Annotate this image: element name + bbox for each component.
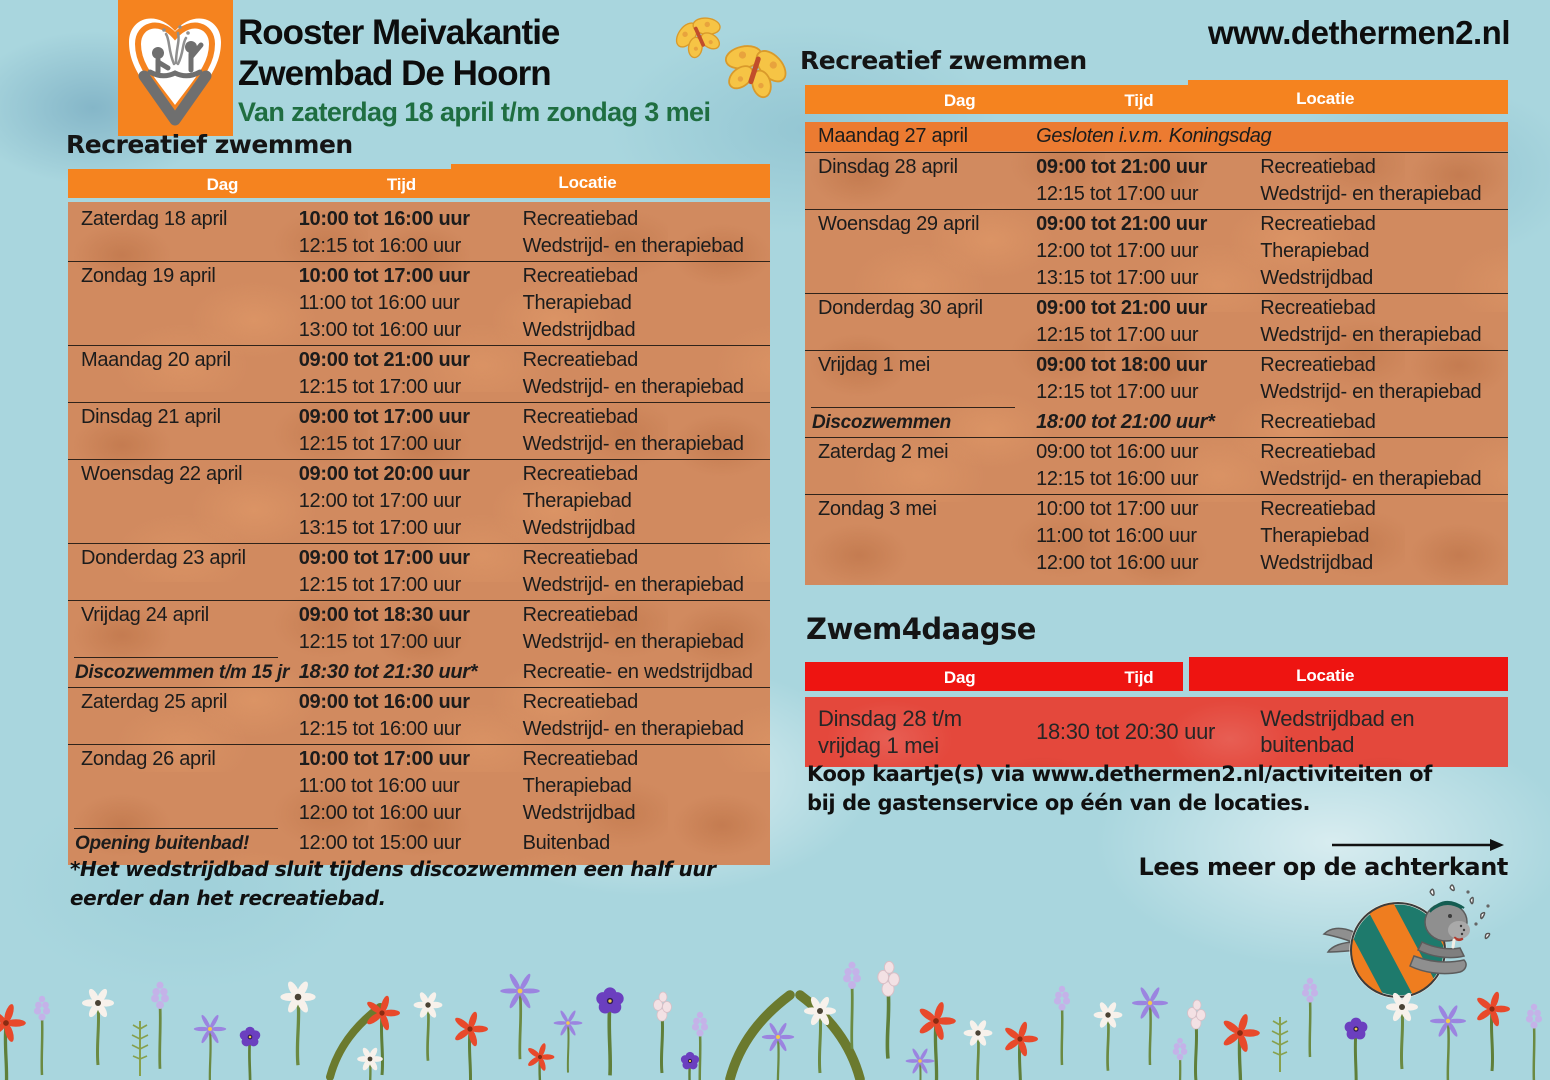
row-separator: [805, 494, 1508, 495]
zwem4daagse-day-line2: vrijdag 1 mei: [818, 733, 939, 758]
time-cell: 09:00 tot 18:30 uur: [298, 604, 470, 626]
column-header-tijd: Tijd: [1124, 668, 1154, 687]
time-cell: 12:00 tot 15:00 uur: [298, 832, 461, 854]
location-cell: Therapiebad: [522, 490, 632, 512]
schedule-row: [805, 466, 1508, 493]
location-cell: Recreatiebad: [1260, 297, 1376, 319]
day-cell: Zondag 19 april: [81, 265, 216, 287]
day-cell: Vrijdag 24 april: [81, 604, 209, 626]
location-cell: Wedstrijd- en therapiebad: [522, 718, 744, 740]
schedule-row: [68, 602, 770, 629]
location-cell: Wedstrijdbad: [1260, 267, 1373, 289]
location-cell: Recreatiebad: [1260, 411, 1376, 433]
time-cell: 12:15 tot 17:00 uur: [298, 574, 461, 596]
row-separator: [68, 261, 770, 262]
location-cell: Recreatiebad: [522, 748, 638, 770]
location-cell: Recreatiebad: [1260, 354, 1376, 376]
time-cell: 12:15 tot 17:00 uur: [298, 433, 461, 455]
location-cell: Wedstrijdbad: [522, 319, 636, 341]
time-cell: 09:00 tot 18:00 uur: [1036, 354, 1208, 376]
location-cell: Recreatiebad: [522, 208, 638, 230]
day-cell: Dinsdag 21 april: [81, 406, 221, 428]
row-separator: [811, 407, 1015, 408]
row-separator: [68, 543, 770, 544]
time-cell: 18:00 tot 21:00 uur*: [1036, 411, 1215, 433]
title-line-2: Zwembad De Hoorn: [238, 54, 551, 93]
left-section-heading: Recreatief zwemmen: [66, 130, 353, 159]
location-cell: Therapiebad: [522, 775, 632, 797]
row-separator: [805, 209, 1508, 210]
time-cell: 13:00 tot 16:00 uur: [298, 319, 461, 341]
zwem4daagse-row: [805, 697, 1508, 767]
schedule-row: [805, 154, 1508, 181]
time-cell: 12:15 tot 17:00 uur: [298, 376, 461, 398]
schedule-row: [805, 238, 1508, 265]
column-header-locatie: Locatie: [1296, 666, 1355, 685]
right-table-header: [805, 80, 1508, 114]
read-more-text: Lees meer op de achterkant: [1138, 853, 1508, 881]
time-cell: 12:15 tot 16:00 uur: [298, 718, 461, 740]
day-cell: Zaterdag 25 april: [81, 691, 228, 713]
column-header-tijd: Tijd: [386, 175, 416, 194]
schedule-row: [68, 206, 770, 233]
row-separator: [74, 657, 278, 658]
day-cell: Dinsdag 28 april: [818, 156, 958, 178]
schedule-row: [68, 572, 770, 599]
schedule-row: [68, 374, 770, 401]
right-table-body: [805, 122, 1508, 585]
time-cell: 18:30 tot 21:30 uur*: [298, 661, 478, 683]
schedule-row: [68, 515, 770, 542]
location-cell: Recreatiebad: [1260, 213, 1376, 235]
schedule-row: [805, 211, 1508, 238]
row-separator: [805, 350, 1508, 351]
time-cell: 10:00 tot 16:00 uur: [298, 208, 470, 230]
column-header-locatie: Locatie: [1296, 89, 1355, 108]
day-cell: Zaterdag 2 mei: [818, 441, 949, 463]
schedule-row: [805, 550, 1508, 577]
schedule-row: [805, 265, 1508, 292]
time-cell: 09:00 tot 17:00 uur: [298, 547, 470, 569]
time-cell: 12:15 tot 16:00 uur: [298, 235, 461, 257]
time-cell: 12:00 tot 17:00 uur: [298, 490, 461, 512]
closed-note-cell: Gesloten i.v.m. Koningsdag: [1036, 125, 1272, 147]
schedule-row: [68, 659, 770, 686]
time-cell: 09:00 tot 21:00 uur: [298, 349, 470, 371]
location-cell: Therapiebad: [1260, 240, 1370, 262]
title-line-1: Rooster Meivakantie: [238, 13, 560, 52]
zwem4daagse-header: [805, 657, 1508, 691]
day-cell: Maandag 20 april: [81, 349, 231, 371]
time-cell: 11:00 tot 16:00 uur: [298, 775, 460, 797]
location-cell: Recreatiebad: [1260, 156, 1376, 178]
schedule-row: [68, 746, 770, 773]
schedule-row: [68, 629, 770, 656]
time-cell: 12:15 tot 17:00 uur: [1036, 183, 1199, 205]
schedule-row: [805, 439, 1508, 466]
day-cell: Discozwemmen: [812, 411, 951, 433]
row-separator: [68, 687, 770, 688]
heart-swimmers-logo: [118, 0, 233, 136]
column-header-dag: Dag: [943, 91, 976, 110]
location-cell: Wedstrijd- en therapiebad: [522, 631, 744, 653]
zwem4daagse-day: [805, 705, 1032, 759]
day-cell: Zondag 26 april: [81, 748, 216, 770]
day-cell: Donderdag 23 april: [81, 547, 246, 569]
zwem4daagse-location: Wedstrijdbad en buitenbad: [1260, 706, 1415, 757]
schedule-row: [805, 295, 1508, 322]
schedule-row: [68, 290, 770, 317]
schedule-row: [68, 545, 770, 572]
wildflower-meadow: [0, 945, 1550, 1080]
zwem4daagse-time: 18:30 tot 20:30 uur: [1036, 719, 1216, 744]
schedule-row: [68, 830, 770, 857]
location-cell: Buitenbad: [522, 832, 610, 854]
location-cell: Wedstrijd- en therapiebad: [1260, 468, 1482, 490]
location-cell: Recreatiebad: [522, 265, 638, 287]
location-cell: Recreatiebad: [1260, 441, 1376, 463]
disco-footnote: *Het wedstrijdbad sluit tijdens discozwemmen een half uur eerder dan het recreatiebad.: [70, 857, 716, 910]
location-cell: Wedstrijd- en therapiebad: [522, 433, 744, 455]
zwem4daagse-day-line1: Dinsdag 28 t/m: [818, 706, 962, 731]
time-cell: 09:00 tot 16:00 uur: [298, 691, 470, 713]
left-table-body: [68, 202, 770, 865]
time-cell: 10:00 tot 17:00 uur: [298, 265, 470, 287]
schedule-row: [805, 409, 1508, 436]
day-cell: Maandag 27 april: [818, 125, 968, 147]
row-separator: [805, 293, 1508, 294]
location-cell: Wedstrijd- en therapiebad: [522, 574, 744, 596]
time-cell: 09:00 tot 17:00 uur: [298, 406, 470, 428]
row-separator: [805, 152, 1508, 153]
schedule-row: [68, 773, 770, 800]
time-cell: 09:00 tot 21:00 uur: [1036, 156, 1208, 178]
day-cell: Zaterdag 18 april: [81, 208, 228, 230]
time-cell: 12:00 tot 17:00 uur: [1036, 240, 1199, 262]
schedule-row: [805, 352, 1508, 379]
day-cell: Woensdag 29 april: [818, 213, 980, 235]
location-cell: Wedstrijd- en therapiebad: [1260, 324, 1482, 346]
schedule-row-closed: [805, 122, 1508, 151]
location-cell: Recreatiebad: [1260, 498, 1376, 520]
day-cell: Zondag 3 mei: [818, 498, 937, 520]
location-cell: Recreatiebad: [522, 463, 638, 485]
time-cell: 12:15 tot 16:00 uur: [1036, 468, 1199, 490]
day-cell: Woensdag 22 april: [81, 463, 243, 485]
ticket-info-text: Koop kaartje(s) via www.dethermen2.nl/activiteiten of bij de gastenservice op één van de locaties.: [807, 762, 1432, 815]
location-cell: Wedstrijd- en therapiebad: [1260, 183, 1482, 205]
location-cell: Wedstrijd- en therapiebad: [522, 376, 744, 398]
time-cell: 13:15 tot 17:00 uur: [1036, 267, 1199, 289]
location-cell: Recreatiebad: [522, 691, 638, 713]
time-cell: 12:15 tot 17:00 uur: [1036, 381, 1199, 403]
butterflies-icon: [666, 6, 794, 112]
schedule-row: [68, 689, 770, 716]
row-separator: [74, 828, 278, 829]
left-schedule-table: [68, 164, 770, 865]
location-cell: Wedstrijdbad: [522, 517, 636, 539]
location-cell: Recreatiebad: [522, 406, 638, 428]
time-cell: 09:00 tot 16:00 uur: [1036, 441, 1199, 463]
schedule-row: [68, 233, 770, 260]
location-cell: Wedstrijd- en therapiebad: [522, 235, 744, 257]
location-cell: Wedstrijdbad: [1260, 552, 1373, 574]
schedule-row: [805, 181, 1508, 208]
schedule-row: [68, 317, 770, 344]
row-separator: [68, 744, 770, 745]
column-header-dag: Dag: [943, 668, 976, 687]
zwem4daagse-table: [805, 657, 1508, 767]
location-cell: Therapiebad: [1260, 525, 1370, 547]
row-separator: [68, 459, 770, 460]
time-cell: 13:15 tot 17:00 uur: [298, 517, 461, 539]
location-cell: Recreatiebad: [522, 547, 638, 569]
location-cell: Recreatie- en wedstrijdbad: [522, 661, 753, 683]
schedule-row: [805, 379, 1508, 406]
time-cell: 11:00 tot 16:00 uur: [1036, 525, 1197, 547]
day-cell: Discozwemmen t/m 15 jr: [75, 661, 290, 683]
row-separator: [68, 600, 770, 601]
website-link[interactable]: www.dethermen2.nl: [1207, 14, 1510, 51]
day-cell: Donderdag 30 april: [818, 297, 983, 319]
schedule-row: [68, 488, 770, 515]
time-cell: 12:15 tot 17:00 uur: [1036, 324, 1199, 346]
schedule-row: [68, 347, 770, 374]
right-section-heading: Recreatief zwemmen: [800, 46, 1087, 75]
time-cell: 09:00 tot 20:00 uur: [298, 463, 470, 485]
schedule-row: [68, 800, 770, 827]
schedule-row: [805, 523, 1508, 550]
date-range-subtitle: Van zaterdag 18 april t/m zondag 3 mei: [238, 97, 711, 127]
row-separator: [68, 402, 770, 403]
schedule-row: [805, 496, 1508, 523]
location-cell: Recreatiebad: [522, 604, 638, 626]
column-header-tijd: Tijd: [1124, 91, 1154, 110]
time-cell: 09:00 tot 21:00 uur: [1036, 213, 1208, 235]
time-cell: 11:00 tot 16:00 uur: [298, 292, 460, 314]
schedule-row: [68, 404, 770, 431]
left-table-header: [68, 164, 770, 198]
time-cell: 12:00 tot 16:00 uur: [298, 802, 461, 824]
time-cell: 10:00 tot 17:00 uur: [1036, 498, 1199, 520]
right-schedule-table: [805, 80, 1508, 585]
time-cell: 10:00 tot 17:00 uur: [298, 748, 470, 770]
day-cell: Vrijdag 1 mei: [818, 354, 931, 376]
time-cell: 12:00 tot 16:00 uur: [1036, 552, 1199, 574]
zwem4daagse-heading: Zwem4daagse: [806, 612, 1036, 646]
poster-title: [238, 12, 559, 94]
location-cell: Wedstrijd- en therapiebad: [1260, 381, 1482, 403]
location-cell: Wedstrijdbad: [522, 802, 636, 824]
location-cell: Therapiebad: [522, 292, 632, 314]
day-cell: Opening buitenbad!: [75, 832, 250, 854]
schedule-row: [68, 461, 770, 488]
schedule-row: [68, 263, 770, 290]
column-header-dag: Dag: [206, 175, 239, 194]
location-cell: Recreatiebad: [522, 349, 638, 371]
row-separator: [68, 345, 770, 346]
schedule-row: [68, 716, 770, 743]
column-header-locatie: Locatie: [558, 173, 617, 192]
time-cell: 12:15 tot 17:00 uur: [298, 631, 461, 653]
schedule-row: [68, 431, 770, 458]
schedule-row: [805, 322, 1508, 349]
row-separator: [805, 437, 1508, 438]
time-cell: 09:00 tot 21:00 uur: [1036, 297, 1208, 319]
